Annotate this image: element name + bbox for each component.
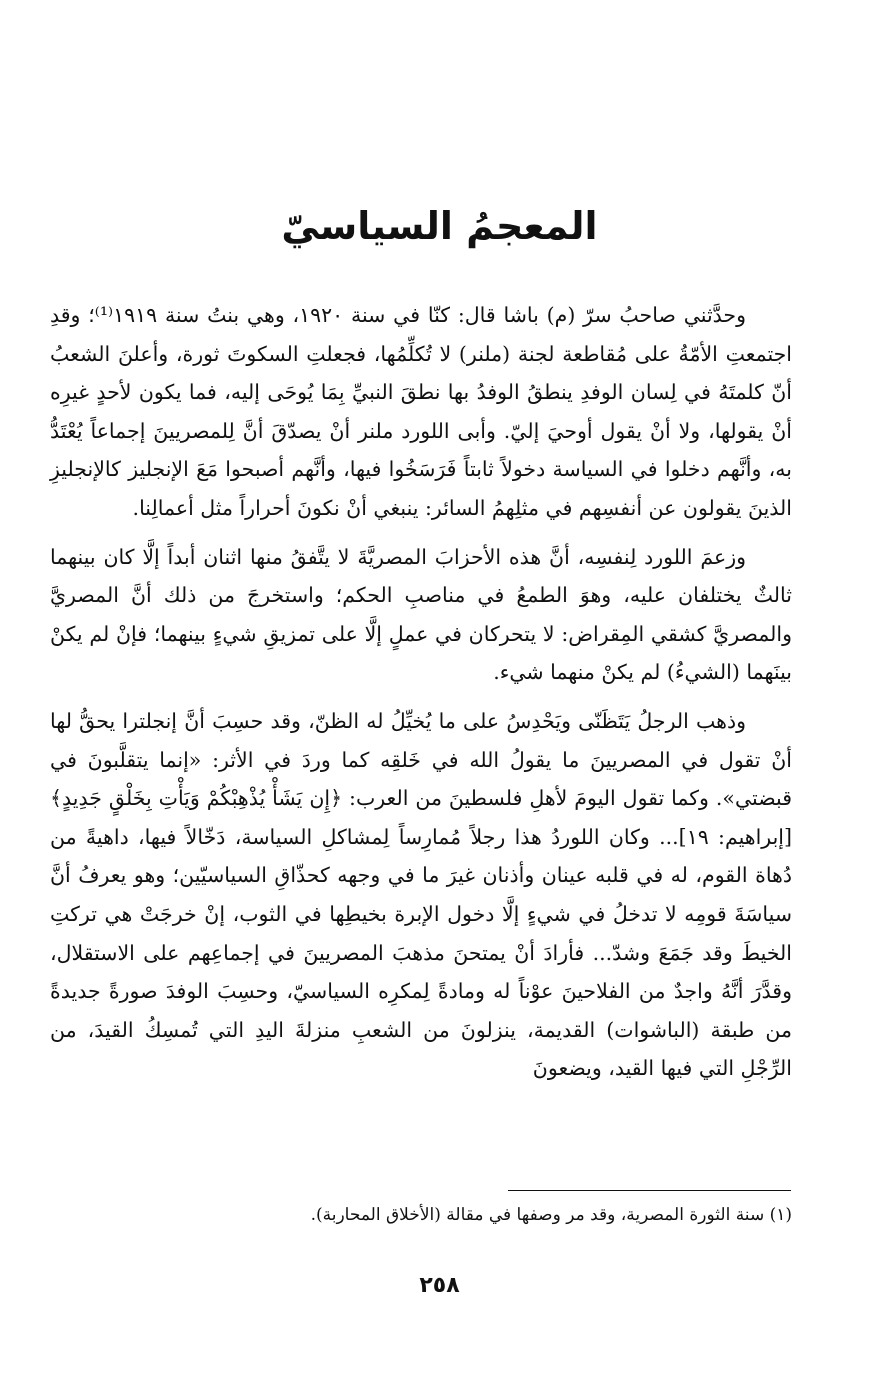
paragraph: وحدَّثني صاحبُ سرّ (م) باشا قال: كنّا في سنة ١٩٢٠، وهي بنتُ سنة ١٩١٩⁽¹⁾؛ وقدِ اجتمعتِ الأمّةُ على مُقاطعة لجنة (ملنر) لا تُكلِّمُها، فجعلتِ السكوتَ ثورة، وأعلنَ الشعبُ أنّ كلمتَهُ في لِسان الوفدِ ينطقُ الوفدُ بها نطقَ النبيِّ بِمَا يُوحَى إليه، فما يكون لأحدٍ غيرِه أنْ يقولها، ولا أنْ يقول أوحيَ إليّ. وأبى اللورد ملنر أنْ يصدّقَ أنَّ لِلمصريينَ إجماعاً يُعْتَدُّ به، وأنَّهم دخلوا في السياسة دخولاً ثابتاً فَرَسَخُوا فيها، وأنَّهم أصبحوا مَعَ الإنجليز كالإنجليزِ الذينَ يقولون عن أنفسِهم في مثلِهمُ السائر: ينبغي أنْ نكونَ أحراراً مثل أعمالِنا.	[50, 303, 792, 520]
page-number: ٢٥٨	[419, 1273, 460, 1298]
footnote: (١) سنة الثورة المصرية، وقد مر وصفها في مقالة (الأخلاق المحاربة).	[310, 1205, 792, 1225]
paragraph: وذهب الرجلُ يَتَظَنّى ويَحْدِسُ على ما يُخيِّلُ له الظنّ، وقد حسِبَ أنَّ إنجلترا يحقُّ لها أنْ تقول في المصريينَ ما يقولُ الله في خَلقِه كما وردَ في الأثر: «إنما يتقلَّبونَ في قبضتي». وكما تقول اليومَ لأهلِ فلسطينَ من العرب: ﴿إِن يَشَأْ يُذْهِبْكُمْ وَيَأْتِ بِخَلْقٍ جَدِيدٍ﴾ [إبراهيم: ١٩]... وكان اللوردُ هذا رجلاً مُمارِساً لِمشاكلِ السياسة، دَخّالاً فيها، داهيةً من دُهاة القوم، له في قلبه عينان وأذنان غيرَ ما في وجهه كحذّاقِ السياسيّين؛ وهو يعرفُ أنَّ سياسَةَ قومِه لا تدخلُ في شيءٍ إلَّا دخول الإبرة بخيطِها في الثوب، إنْ خرجَتْ هي تركتِ الخيطَ وقد جَمَعَ وشدّ... فأرادَ أنْ يمتحنَ مذهبَ المصريينَ في إجماعِهم على الاستقلال، وقدَّرَ أنَّهُ واجدٌ من الفلاحينَ عوْناً له ومادةً لِمكرِه السياسيّ، وحسِبَ الوفدَ صورةً جديدةً من طبقة (الباشوات) القديمة، ينزلونَ من الشعبِ منزلةَ اليدِ التي تُمسِكُ القيدَ، من الرِّجْلِ التي فيها القيد، ويضعونَ	[50, 708, 792, 1081]
footnote-divider	[508, 1190, 791, 1191]
body-text	[50, 296, 792, 1098]
paragraph: وزعمَ اللورد لِنفسِه، أنَّ هذه الأحزابَ المصريَّةَ لا يتَّفقُ منها اثنان أبداً إلَّا كان بينهما ثالثٌ يختلفان عليه، وهوَ الطمعُ في مناصبِ الحكم؛ واستخرجَ من ذلك أنَّ المصريَّ والمصريَّ كشقي المِقراض: لا يتحركان في عملٍ إلَّا على تمزيقِ شيءٍ بينهما؛ فإنْ لم يكنْ بينَهما (الشيءُ) لم يكنْ منهما شيء.	[50, 544, 792, 685]
chapter-title: المعجمُ السياسيّ	[281, 204, 598, 248]
